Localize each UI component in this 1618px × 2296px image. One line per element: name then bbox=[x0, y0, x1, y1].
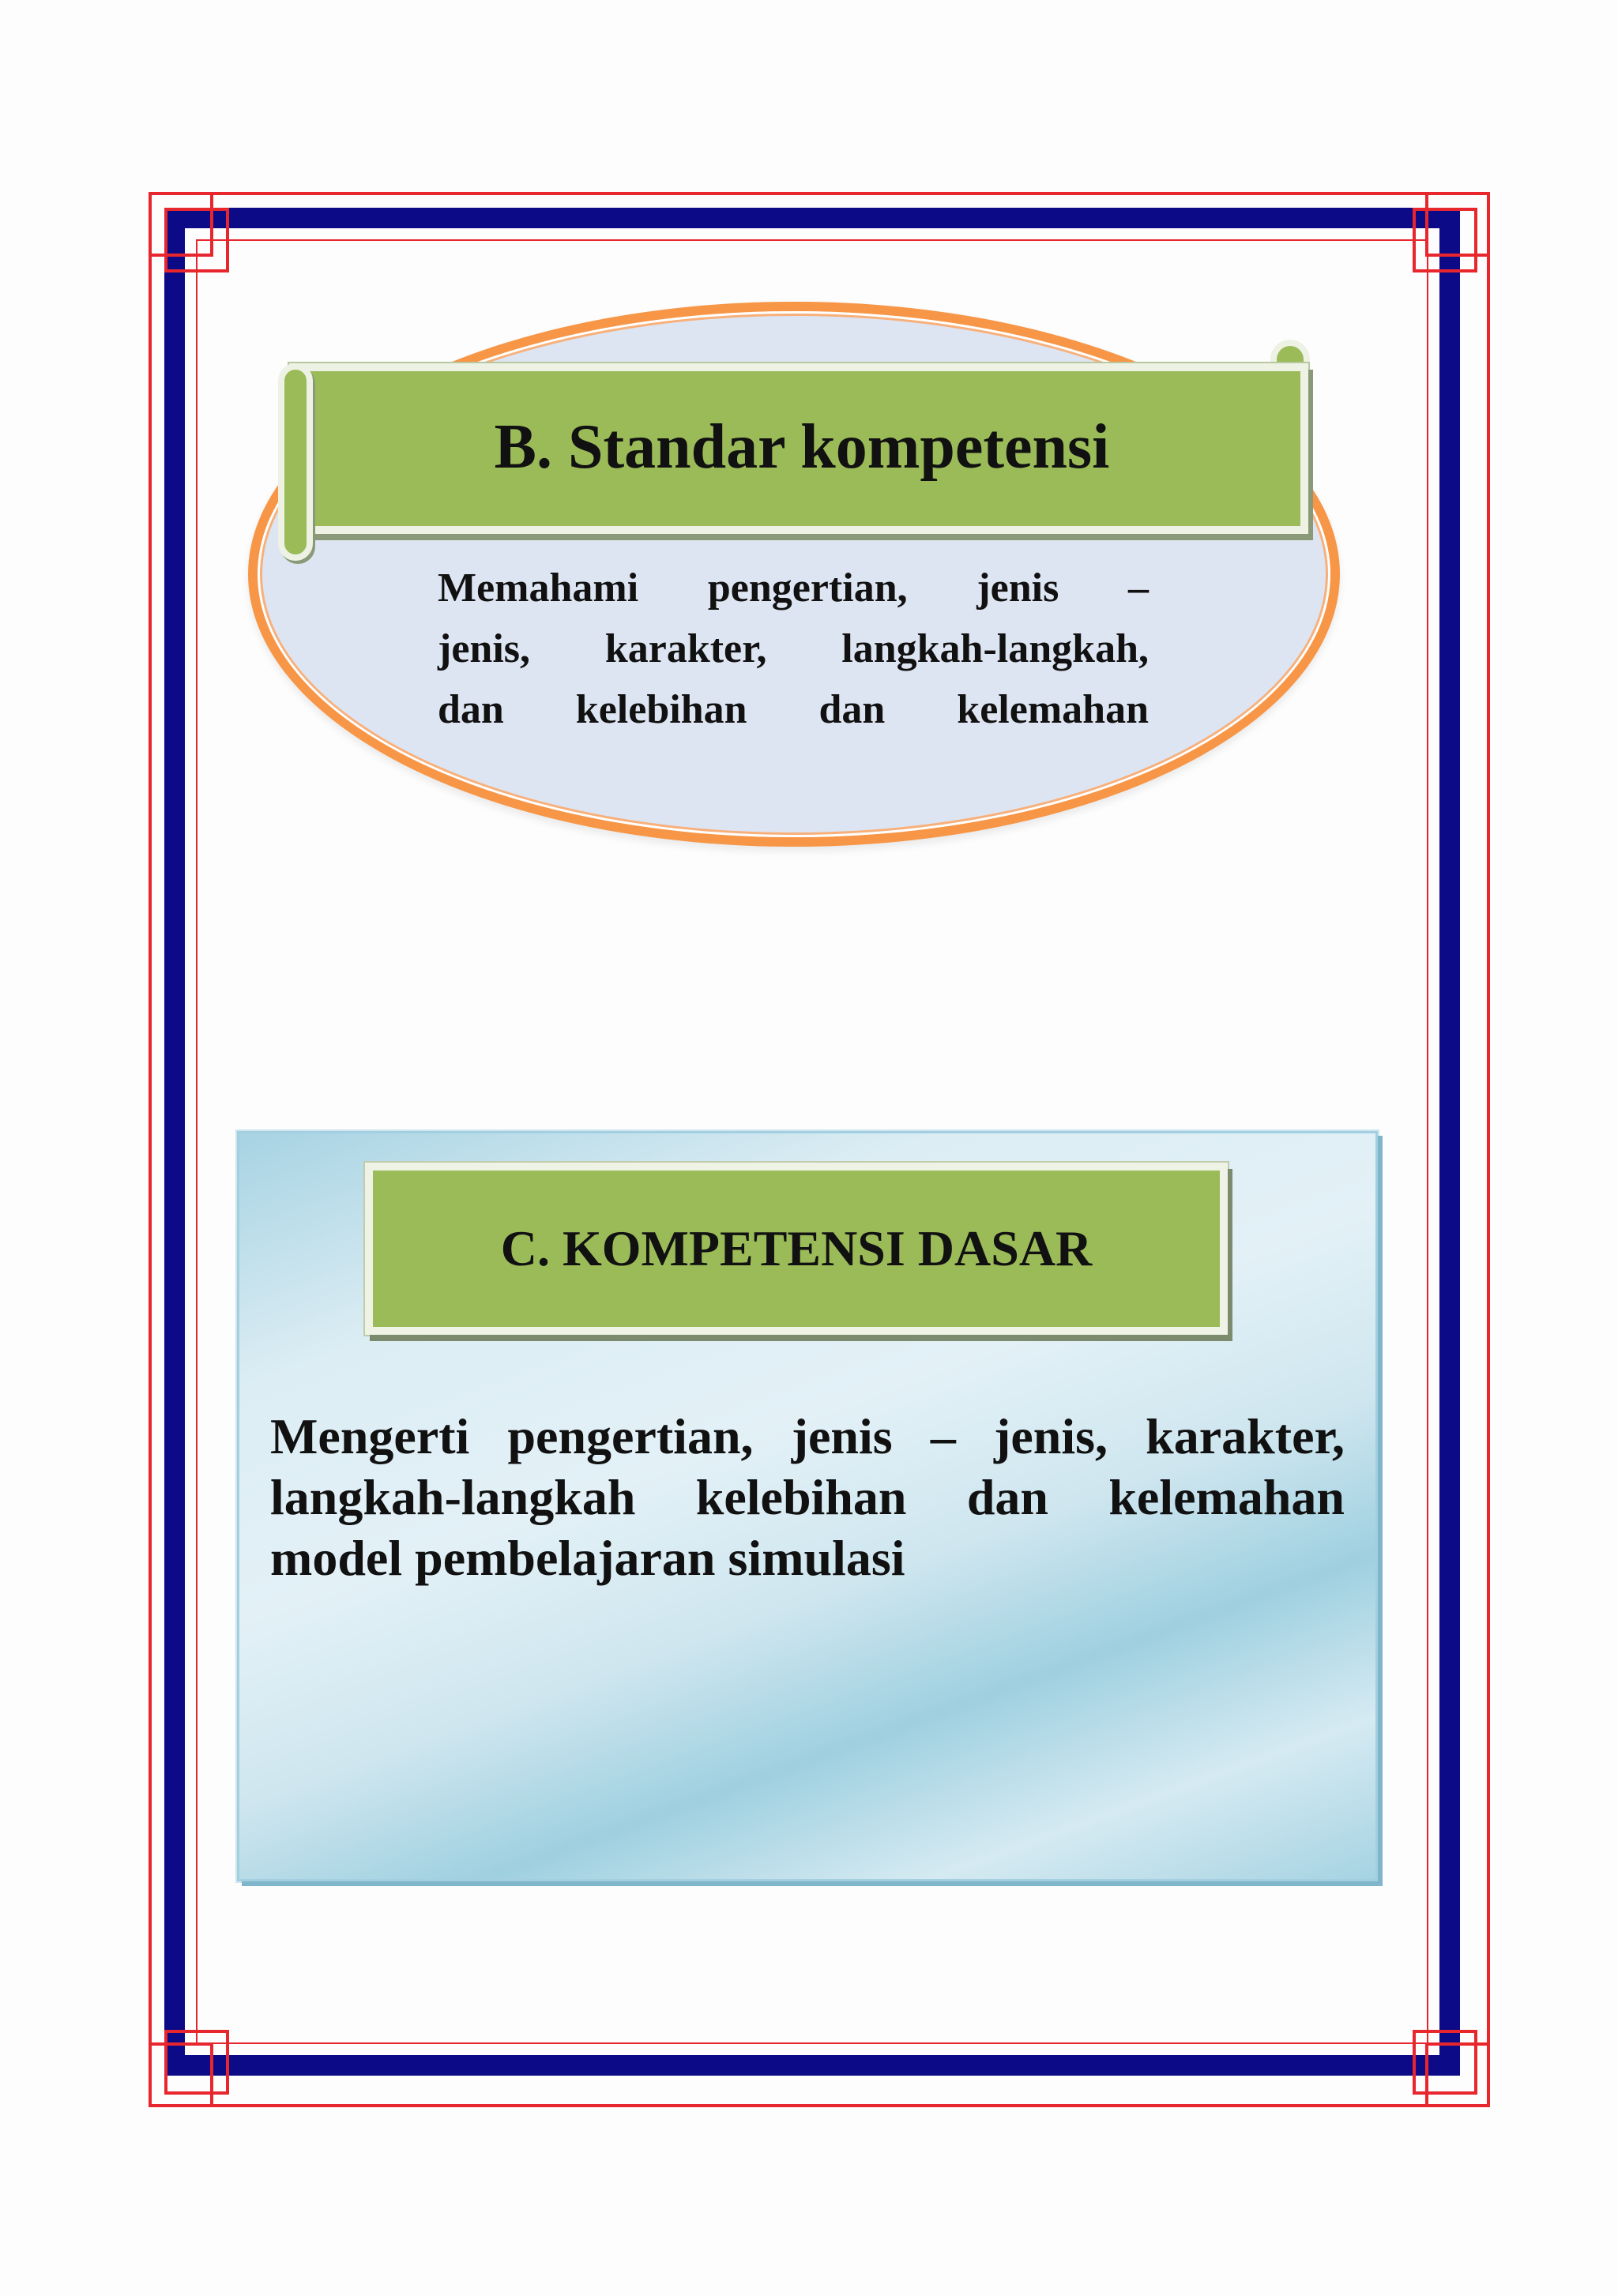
standard-text-line: dan kelebihan dan kelemahan bbox=[438, 687, 1149, 732]
scroll-roll-left bbox=[278, 363, 313, 561]
corner-ornament-bottom-right bbox=[1425, 2042, 1490, 2107]
basic-competence-text: Mengerti pengertian, jenis – jenis, karakter, langkah-langkah kelebihan dan kelemahan model pembelajaran simulasi bbox=[270, 1408, 1345, 1586]
corner-ornament-bottom-left bbox=[149, 2042, 213, 2107]
standard-text-line: Memahami pengertian, jenis – bbox=[438, 566, 1149, 611]
standard-title-banner bbox=[289, 363, 1308, 534]
corner-ornament-top-right bbox=[1425, 192, 1490, 257]
basic-competence-title: C. KOMPETENSI DASAR bbox=[500, 1220, 1093, 1276]
standard-text-line: jenis, karakter, langkah-langkah, bbox=[438, 626, 1149, 671]
corner-ornament-top-left bbox=[149, 192, 213, 257]
standard-title: B. Standar kompetensi bbox=[494, 411, 1110, 482]
standard-text bbox=[438, 558, 1149, 740]
basic-competence-header bbox=[365, 1163, 1228, 1335]
